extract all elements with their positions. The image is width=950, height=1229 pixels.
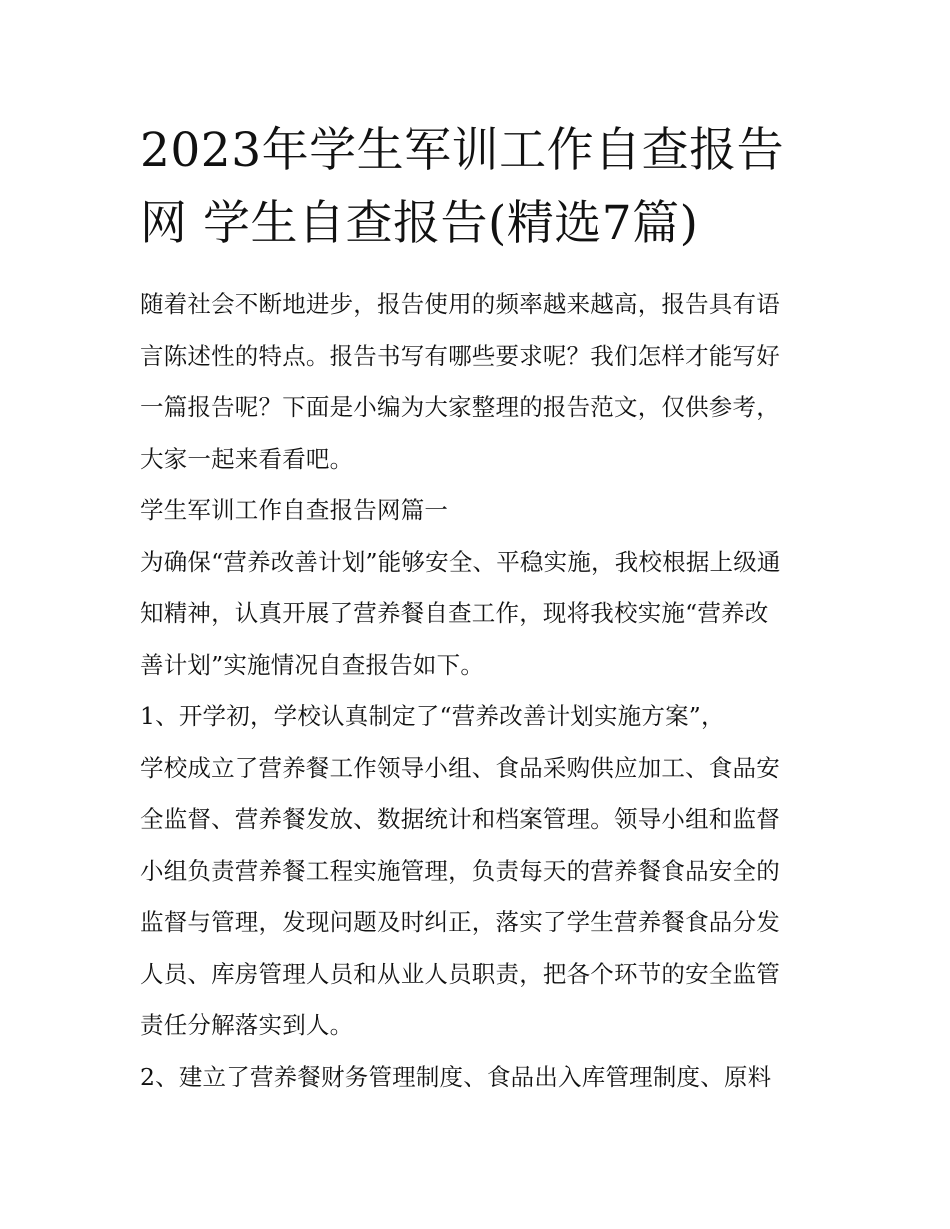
text-line: 全监督、营养餐发放、数据统计和档案管理。领导小组和监督: [140, 805, 780, 833]
text-line: 1、开学初，学校认真制定了“营养改善计划实施方案”，: [140, 702, 725, 730]
text-line: 2、建立了营养餐财务管理制度、食品出入库管理制度、原料: [140, 1062, 772, 1091]
section-heading: 学生军训工作自查报告网篇一: [140, 496, 449, 524]
text-line: 为确保“营养改善计划”能够安全、平稳实施，我校根据上级通: [140, 547, 781, 576]
text-line: 人员、库房管理人员和从业人员职责，把各个环节的安全监管: [140, 959, 780, 988]
title-line-1: 2023年学生军训工作自查报告: [140, 123, 785, 178]
text-line: 知精神，认真开展了营养餐自查工作，现将我校实施“营养改: [140, 599, 769, 627]
text-line: 监督与管理，发现问题及时纠正，落实了学生营养餐食品分发: [140, 908, 780, 936]
text-line: 随着社会不断地进步，报告使用的频率越来越高，报告具有语: [140, 290, 780, 318]
text-line: 小组负责营养餐工程实施管理，负责每天的营养餐食品安全的: [140, 856, 780, 885]
text-line: 大家一起来看看吧。: [140, 444, 354, 473]
text-line: 责任分解落实到人。: [140, 1011, 354, 1039]
document-body: [140, 279, 820, 1103]
document-title: [140, 114, 820, 260]
text-line: 善计划”实施情况自查报告如下。: [140, 650, 485, 679]
text-line: 一篇报告呢？下面是小编为大家整理的报告范文，仅供参考，: [140, 393, 780, 421]
text-line: 言陈述性的特点。报告书写有哪些要求呢？我们怎样才能写好: [140, 341, 780, 370]
title-line-2: 网 学生自查报告(精选7篇): [140, 196, 699, 251]
text-line: 学校成立了营养餐工作领导小组、食品采购供应加工、食品安: [140, 753, 780, 782]
